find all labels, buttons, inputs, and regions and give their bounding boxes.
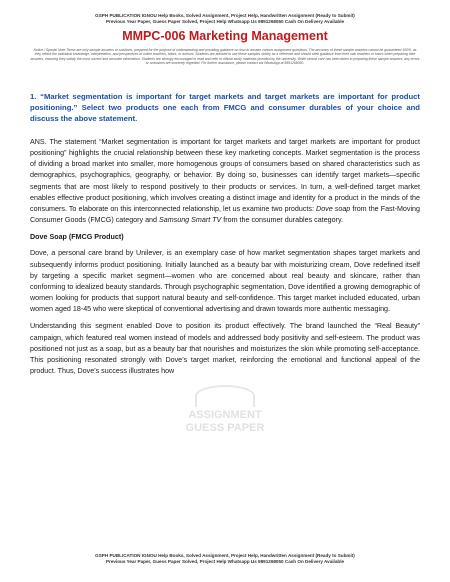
page-footer <box>30 553 420 566</box>
disclaimer-notice: Notice / Special Note:These are only sample answers or solutions, prepared for the purpose of understanding and providing guidance on how to answer various assignment questions. The accuracy of these sample answers cannot be guaranteed 100%, as they reflect the individual knowledge, interpretation, and perspectives of online teachers, tutors, or authors. Students are advised to use these samples strictly as a reference and should seek guidance from their own teachers or tutors when preparing their answers, ensuring they satisfy the most current and accurate information. Students are strongly encouraged to read and refer to official study materials provided by the university. While utmost care has been taken in preparing these sample answers, any errors or omissions are sincerely regretted. For further assistance, please contact via WhatsApp at 9891268050. <box>30 48 420 66</box>
product-name-fmcg: Dove soap <box>316 204 351 213</box>
section-subheading: Dove Soap (FMCG Product) <box>30 233 124 242</box>
footer-line-2: Previous Year Paper, Guess Paper Solved, Project Help Whatsapp Us 9891268050 Cash On Delivery Available <box>105 559 345 565</box>
watermark-line-1: ASSIGNMENT <box>188 409 262 421</box>
answer-paragraph-positioning: Understanding this segment enabled Dove to position its product effectively. The brand launched the “Real Beauty” campaign, which featured real women instead of models and addressed body positivity and self-esteem. The product was positioned not just as a soap, but as a beauty bar that nourishes and moisturizes the skin while promoting self-acceptance. This positioning resonated strongly with Dove’s target market, reinforcing the emotional and functional appeal of the product. Thus, Dove’s success illustrates how <box>30 322 420 375</box>
watermark-line-2: GUESS PAPER <box>185 422 265 434</box>
document-title: MMPC-006 Marketing Management <box>122 29 328 43</box>
product-name-durable: Samsung Smart TV <box>158 216 222 225</box>
answer-paragraph-dove: Dove, a personal care brand by Unilever, is an exemplary case of how market segmentation shapes target markets and subsequently informs product positioning. Initially launched as a beauty bar with moisturizing cream, Dove redefined itself by targeting a specific market segment—women who are concerned about real beauty and skincare, rather than conforming to idealized beauty standards. Through psychographic segmentation, Dove identified a growing demographic of women looking for products that support natural beauty and self-confidence. This target market included educated, urban women aged 18-45 who were skeptical of conventional advertising and drawn towards more authentic messaging. <box>30 249 420 314</box>
answer-paragraph-intro: ANS. The statement “Market segmentation is important for target markets and target markets are important for product positioning” highlights the crucial relationship between these key marketing concepts. Market segmentation is the process of dividing a broad market into smaller, more homogenous groups of consumers based on shared characteristics such as demographics, psychographics, geography, or behavior. By doing so, businesses can identify target markets—specific segments that are most likely to respond positively to their products or services. In turn, a well-defined target market enables effective product positioning, which involves creating a distinct image and identity for a product in the minds of the consumers. To elaborate on this interconnected relationship, let us examine two products: Dove soap from the Fast-Moving Consumer Goods (FMCG) category and Samsung Smart TV from the consumer durables category. <box>30 138 420 225</box>
page-header <box>30 13 420 26</box>
question-heading: 1. “Market segmentation is important for target markets and target markets are important for product positioning.” Select two products one each from FMCG and consumer durables of your choice and discuss the above statement. <box>30 92 420 124</box>
footer-line-1: GSPH PUBLICATION IGNOU Help Books, Solved Assignment, Project Help, Handwritten Assignment (Ready to Submit) <box>95 553 355 558</box>
header-line-1: GSPH PUBLICATION IGNOU Help Books, Solved Assignment, Project Help, Handwritten Assignment (Ready to Submit) <box>95 13 355 18</box>
header-line-2: Previous Year Paper, Guess Paper Solved, Project Help Whatsapp Us 9891268050 Cash On Delivery Available <box>105 19 345 25</box>
answer-body <box>30 137 420 532</box>
